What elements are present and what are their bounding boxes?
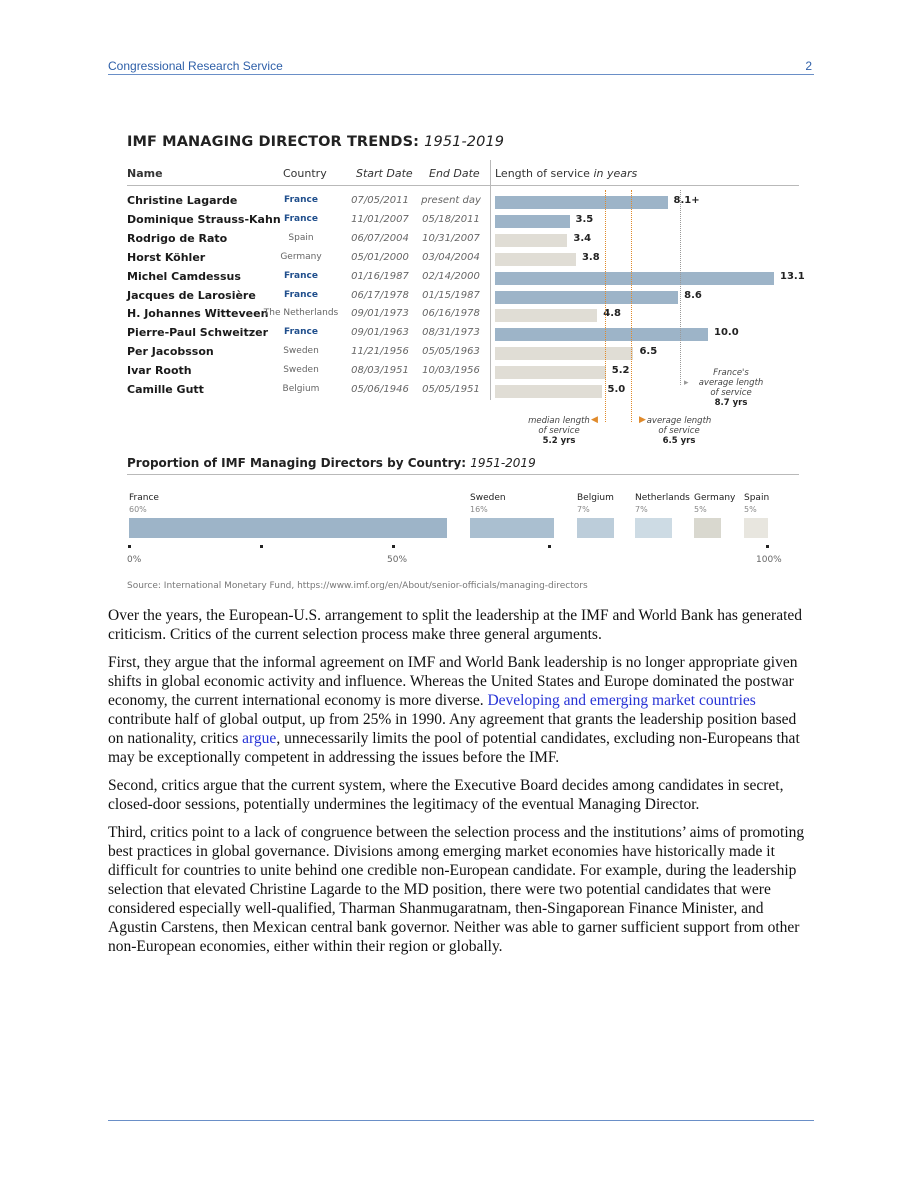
paragraph-4: Third, critics point to a lack of congruence between the selection process and the institutions’ aims of promoting best practices in global governance. Divisions among emerging market economies have historically made it difficult for countries to unite behind one credible non-European candidate. For example, during the leadership selection that elevated Christine Lagarde to the MD position, there were two potential candidates that were considered especially well-qualified, Tharman Shanmugaratnam, then-Singaporean Finance Minister, and Agustin Carstens, then Mexican central bank governor. Neither was able to garner sufficient support from other non-European economies, either within their region or globally. [108,824,805,955]
average-value: 6.5 yrs [662,436,696,446]
col-length-unit: in years [593,167,638,180]
col-start: Start Date [356,167,413,180]
service-bar [495,347,633,360]
director-row [0,326,920,345]
start-date: 06/07/2004 [351,232,409,244]
director-row [0,345,920,364]
director-country: France [284,327,318,338]
director-row [0,270,920,289]
prop-bar-france [129,518,447,538]
start-date: 07/05/2011 [351,195,409,206]
director-country: France [284,270,318,281]
start-date: 08/03/1951 [351,365,409,377]
director-row [0,307,920,326]
figure-title-bold: IMF MANAGING DIRECTOR TRENDS: [127,134,420,150]
axis-max: 100% [756,555,782,565]
figure-source: Source: International Monetary Fund, https://www.imf.org/en/About/senior-officials/managing-directors [127,581,588,591]
prop-pct-germany: 5% [694,505,707,514]
start-date: 06/17/1978 [351,289,409,301]
director-row [0,251,920,270]
median-value: 5.2 yrs [542,436,576,446]
service-bar [495,196,668,209]
axis-dot [548,545,551,548]
director-row [0,194,920,213]
end-date: 02/14/2000 [422,270,480,282]
axis-dot [260,545,263,548]
average-label-1: average length [646,416,712,426]
col-end: End Date [429,167,480,180]
col-length-label: Length of service [495,167,590,180]
france-avg-value: 8.7 yrs [714,398,748,408]
service-value: 8.1+ [673,195,700,206]
body-text [108,606,814,965]
end-date: 06/16/1978 [422,308,480,320]
service-value: 5.2 [611,365,630,377]
director-country: France [284,195,318,205]
axis-min: 0% [127,555,142,565]
col-country: Country [283,167,327,180]
service-value: 4.8 [603,308,621,320]
axis-dot [128,545,131,548]
start-date: 11/21/1956 [351,346,409,358]
director-name: Pierre-Paul Schweitzer [127,326,269,340]
france-average-annotation [698,368,764,408]
service-bar [495,253,576,266]
start-date: 11/01/2007 [351,213,409,225]
start-date: 09/01/1973 [351,308,409,320]
developing-markets-link[interactable]: Developing and emerging market countries [487,692,756,709]
director-country: Sweden [283,346,319,357]
service-bar [495,366,606,379]
median-line [605,190,606,422]
prop-label-germany: Germany [694,493,736,503]
service-bar [495,385,602,398]
argue-link[interactable]: argue [242,730,277,747]
start-date: 01/16/1987 [351,270,409,282]
director-country: France [284,213,318,224]
start-date: 09/01/1963 [351,327,409,339]
col-name: Name [127,167,163,180]
director-name: Rodrigo de Rato [127,231,228,245]
prop-pct-sweden: 16% [470,505,488,514]
average-arrow-icon: ▶ [639,415,646,425]
start-date: 05/01/2000 [351,251,409,263]
paragraph-2-part-b: contribute half of global output, up from 25% in 1990. Any agreement that grants the leadership position based on nationality, critics [108,711,797,747]
director-name: Ivar Rooth [127,364,192,378]
france-avg-label-3: of service [710,388,752,398]
paragraph-2-part-c: , unnecessarily limits the pool of potential candidates, excluding non-Europeans that may be exceptionally competent in addressing the issues before the IMF. [108,730,800,766]
proportion-divider [127,474,799,475]
director-name: Dominique Strauss-Kahn [127,212,281,226]
end-date: 10/03/1956 [422,365,480,377]
director-name: Christine Lagarde [127,194,238,207]
median-label-1: median length [528,416,590,426]
france-avg-label-2: average length [698,378,764,388]
director-country: Spain [288,232,314,243]
proportion-title [127,456,536,470]
header-divider [127,185,799,186]
service-bar [495,272,774,285]
end-date: 01/15/1987 [422,289,480,301]
end-date: present day [421,195,481,206]
france-average-line [680,190,681,385]
axis-mid: 50% [387,555,408,565]
end-date: 05/05/1951 [422,384,480,395]
prop-label-belgium: Belgium [577,493,614,503]
service-value: 13.1 [780,270,805,282]
median-annotation [520,416,598,446]
service-value: 3.8 [581,251,600,263]
page-number: 2 [805,59,812,73]
prop-label-spain: Spain [744,493,770,503]
director-country: Sweden [283,365,319,376]
prop-pct-netherlands: 7% [635,505,648,514]
axis-dot [392,545,395,548]
prop-bar-spain [744,518,768,538]
end-date: 05/05/1963 [422,346,480,358]
director-name: Horst Köhler [127,250,206,264]
director-country: France [284,289,318,300]
service-value: 3.4 [573,232,592,244]
director-name: Michel Camdessus [127,269,241,283]
director-country: The Netherlands [263,308,339,319]
axis-dot [766,545,769,548]
service-value: 8.6 [684,289,702,301]
director-name: Per Jacobsson [127,345,214,359]
service-value: 5.0 [607,384,626,395]
director-row [0,364,920,383]
service-bar [495,328,708,341]
director-name: Jacques de Larosière [127,288,256,302]
median-label-2: of service [538,426,580,436]
col-length [495,167,637,180]
director-country: Belgium [282,384,320,394]
service-value: 10.0 [714,327,739,339]
director-name: Camille Gutt [127,383,204,396]
prop-label-sweden: Sweden [470,493,506,503]
median-arrow-icon: ◀ [591,415,598,425]
prop-label-netherlands: Netherlands [635,493,690,503]
france-arrow-icon: ▸ [684,378,689,388]
prop-pct-belgium: 7% [577,505,590,514]
end-date: 03/04/2004 [422,251,480,263]
paragraph-2 [108,653,814,767]
director-row [0,289,920,308]
prop-bar-sweden [470,518,554,538]
director-row [0,383,920,402]
director-country: Germany [280,251,322,262]
service-bar [495,291,678,304]
prop-pct-spain: 5% [744,505,757,514]
average-line [631,190,632,422]
prop-label-france: France [129,493,159,503]
paragraph-3: Second, critics argue that the current system, where the Executive Board decides among candidates in secret, closed-door sessions, potentially undermines the legitimacy of the eventual Managing Director. [108,777,784,813]
director-row [0,232,920,251]
proportion-title-bold: Proportion of IMF Managing Directors by Country: [127,456,467,470]
average-label-2: of service [658,426,700,436]
end-date: 08/31/1973 [422,327,480,339]
end-date: 05/18/2011 [422,213,480,225]
director-row [0,213,920,232]
prop-bar-germany [694,518,721,538]
service-bar [495,215,570,228]
service-value: 3.5 [575,213,594,225]
service-bar [495,309,597,322]
end-date: 10/31/2007 [422,232,480,244]
service-bar [495,234,567,247]
director-name: H. Johannes Witteveen [127,307,269,321]
prop-bar-belgium [577,518,614,538]
paragraph-2-part-a: First, they argue that the informal agreement on IMF and World Bank leadership is no longer appropriate given shifts in global economic activity and influence. Whereas the United States and Europe dominated the postwar economy, the current international economy is more diverse. [108,654,798,709]
header-publisher: Congressional Research Service [108,59,283,73]
figure-title-years: 1951-2019 [424,134,505,150]
start-date: 05/06/1946 [351,384,409,395]
average-annotation [642,416,716,446]
figure-title [127,134,504,150]
paragraph-1: Over the years, the European-U.S. arrangement to split the leadership at the IMF and World Bank has generated criticism. Critics of the current selection process make three general arguments. [108,607,803,643]
prop-bar-netherlands [635,518,672,538]
prop-pct-france: 60% [129,505,147,514]
page-footer-rule [108,1120,814,1121]
proportion-title-years: 1951-2019 [470,456,536,470]
service-value: 6.5 [639,346,658,358]
france-avg-label-1: France's [713,368,749,378]
